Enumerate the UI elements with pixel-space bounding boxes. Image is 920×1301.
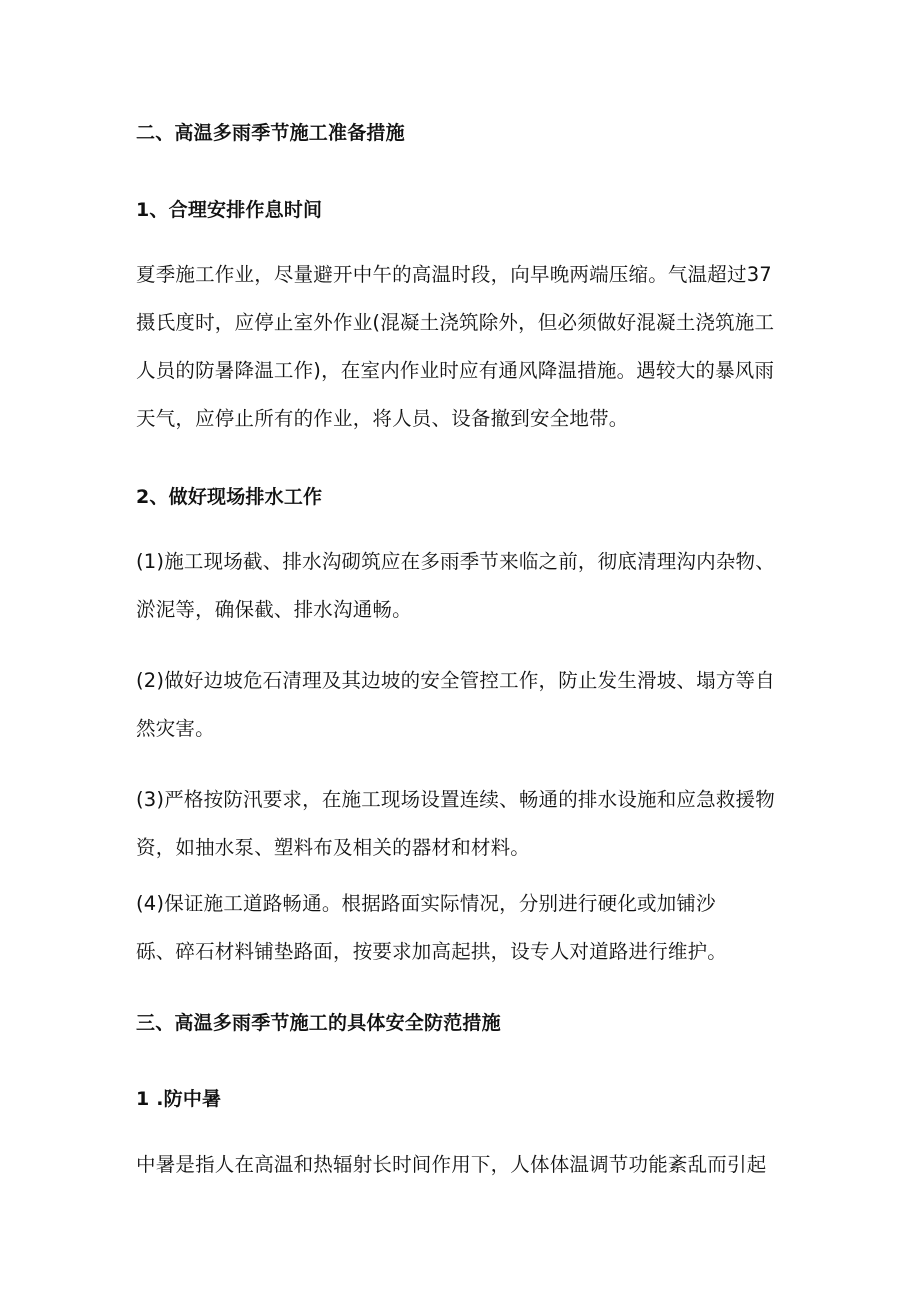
list-item-line: (4)保证施工道路畅通。根据路面实际情况，分别进行硬化或加铺沙 [136, 892, 716, 915]
subsection-3-heading: 1 .防中暑 [136, 1088, 222, 1110]
list-item-line: (1)施工现场截、排水沟砌筑应在多雨季节来临之前，彻底清理沟内杂物、 [136, 550, 775, 573]
list-item-line: (2)做好边坡危石清理及其边坡的安全管控工作，防止发生滑坡、塌方等自 [136, 669, 775, 692]
section-2-heading: 二、高温多雨季节施工准备措施 [136, 122, 405, 144]
list-item-line: 然灾害。 [136, 717, 215, 740]
subsection-1-heading: 1、合理安排作息时间 [136, 199, 323, 221]
list-item-line: 资，如抽水泵、塑料布及相关的器材和材料。 [136, 836, 531, 859]
paragraph-line: 摄氏度时，应停止室外作业(混凝土浇筑除外，但必须做好混凝土浇筑施工 [136, 311, 775, 334]
section-3-heading: 三、高温多雨季节施工的具体安全防范措施 [136, 1012, 501, 1034]
paragraph-line: 人员的防暑降温工作)，在室内作业时应有通风降温措施。遇较大的暴风雨 [136, 359, 775, 382]
list-item-line: (3)严格按防汛要求，在施工现场设置连续、畅通的排水设施和应急救援物 [136, 788, 775, 811]
list-item-line: 砾、碎石材料铺垫路面，按要求加高起拱，设专人对道路进行维护。 [136, 940, 728, 963]
paragraph-line: 天气，应停止所有的作业，将人员、设备撤到安全地带。 [136, 407, 629, 430]
paragraph-line: 夏季施工作业，尽量避开中午的高温时段，向早晚两端压缩。气温超过37 [136, 263, 772, 286]
subsection-2-heading: 2、做好现场排水工作 [136, 486, 323, 508]
paragraph-line: 中暑是指人在高温和热辐射长时间作用下，人体体温调节功能紊乱而引起 [136, 1153, 767, 1176]
list-item-line: 淤泥等，确保截、排水沟通畅。 [136, 598, 412, 621]
